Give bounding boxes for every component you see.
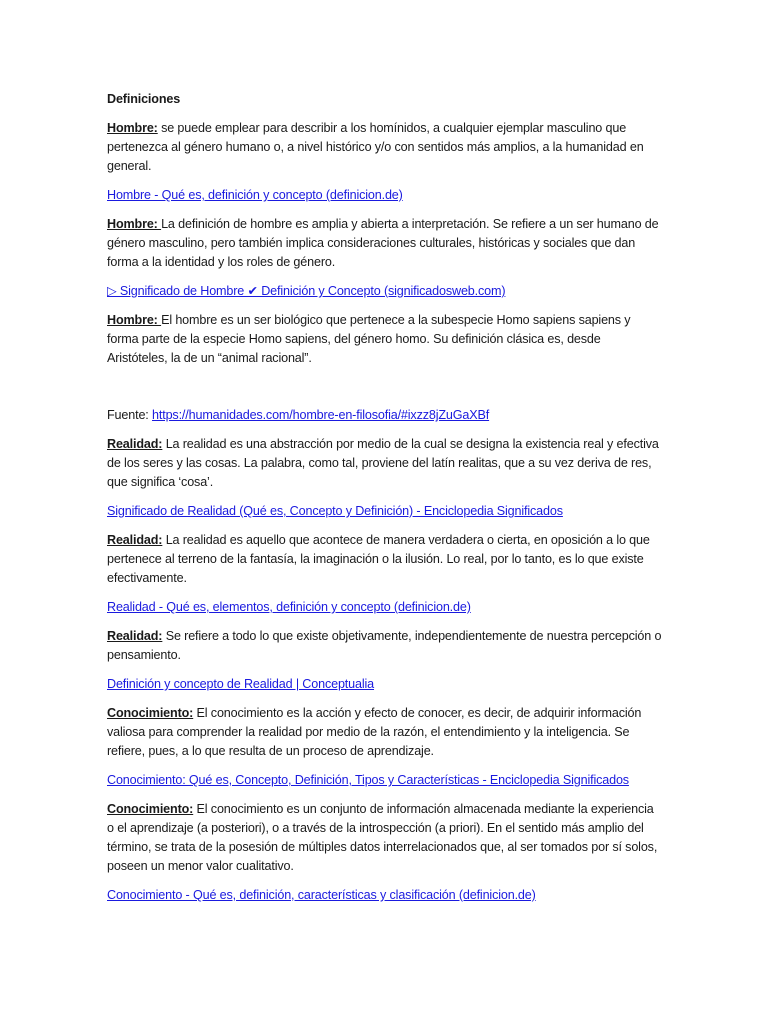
definition-text: La definición de hombre es amplia y abierta a interpretación. Se refiere a un ser humano de género masculino, pero también implica consideraciones culturales, históricas y sociales que dan forma a la identidad y los roles de género.	[107, 217, 659, 269]
definition-text: se puede emplear para describir a los homínidos, a cualquier ejemplar masculino que pertenezca al género humano o, a nivel histórico y/o con sentidos más amplios, a la humanidad en general.	[107, 121, 644, 173]
source-link-paragraph	[107, 771, 663, 790]
definition-text: La realidad es una abstracción por medio de la cual se designa la existencia real y efectiva de los seres y las cosas. La palabra, como tal, proviene del latín realitas, que a su vez deriva de res, que significa ‘cosa’.	[107, 437, 659, 489]
definition-paragraph	[107, 704, 663, 761]
definition-text: El hombre es un ser biológico que pertenece a la subespecie Homo sapiens sapiens y forma parte de la especie Homo sapiens, del género homo. Su definición clásica es, desde Aristóteles, la de un “animal racional”.	[107, 313, 631, 365]
blank-line	[107, 378, 663, 406]
definition-paragraph	[107, 311, 663, 368]
source-link-paragraph	[107, 675, 663, 694]
source-paragraph	[107, 406, 663, 425]
definition-text: El conocimiento es la acción y efecto de conocer, es decir, de adquirir información valiosa para comprender la realidad por medio de la razón, el entendimiento y la inteligencia. Se refiere, pues, a lo que resulta de un proceso de aprendizaje.	[107, 706, 642, 758]
document-page	[107, 90, 663, 915]
definition-paragraph	[107, 531, 663, 588]
source-label: Fuente:	[107, 408, 153, 422]
source-url-link[interactable]: https://humanidades.com/hombre-en-filosofia/#ixzz8jZuGaXBf	[152, 408, 490, 422]
definition-paragraph	[107, 215, 663, 272]
definition-paragraph	[107, 119, 663, 176]
definition-text: Se refiere a todo lo que existe objetivamente, independientemente de nuestra percepción o pensamiento.	[107, 629, 662, 662]
definition-term: Hombre:	[107, 121, 158, 135]
definition-term: Realidad:	[107, 629, 163, 643]
definition-text: El conocimiento es un conjunto de información almacenada mediante la experiencia o el aprendizaje (a posteriori), o a través de la introspección (a priori). En el sentido más amplio del término, se trata de la posesión de múltiples datos interrelacionados que, al ser tomados por sí solos, poseen un menor valor cualitativo.	[107, 802, 658, 873]
source-link[interactable]: Conocimiento - Qué es, definición, características y clasificación (definicion.de)	[107, 888, 536, 902]
source-link-paragraph	[107, 186, 663, 205]
definition-text: La realidad es aquello que acontece de manera verdadera o cierta, en oposición a lo que pertenece al terreno de la fantasía, la imaginación o la ilusión. Lo real, por lo tanto, es lo que existe efectivamente.	[107, 533, 650, 585]
definition-term: Conocimiento:	[107, 706, 194, 720]
source-link[interactable]: Realidad - Qué es, elementos, definición y concepto (definicion.de)	[107, 600, 471, 614]
source-link[interactable]: Significado de Realidad (Qué es, Concepto y Definición) - Enciclopedia Significados	[107, 504, 563, 518]
definition-term: Realidad:	[107, 533, 163, 547]
source-link[interactable]: ▷ Significado de Hombre ✔ Definición y Concepto (significadosweb.com)	[107, 284, 506, 298]
document-title: Definiciones	[107, 92, 181, 106]
source-link-paragraph	[107, 886, 663, 905]
definition-term: Conocimiento:	[107, 802, 194, 816]
definition-paragraph	[107, 627, 663, 665]
source-link-paragraph	[107, 598, 663, 617]
source-link-paragraph	[107, 282, 663, 301]
definition-term: Hombre:	[107, 217, 162, 231]
definition-term: Realidad:	[107, 437, 163, 451]
source-link[interactable]: Conocimiento: Qué es, Concepto, Definición, Tipos y Características - Enciclopedia Significados	[107, 773, 629, 787]
source-link[interactable]: Definición y concepto de Realidad | Conceptualia	[107, 677, 375, 691]
definition-paragraph	[107, 800, 663, 876]
definition-paragraph	[107, 435, 663, 492]
definition-term: Hombre:	[107, 313, 162, 327]
source-link-paragraph	[107, 502, 663, 521]
source-link[interactable]: Hombre - Qué es, definición y concepto (definicion.de)	[107, 188, 403, 202]
